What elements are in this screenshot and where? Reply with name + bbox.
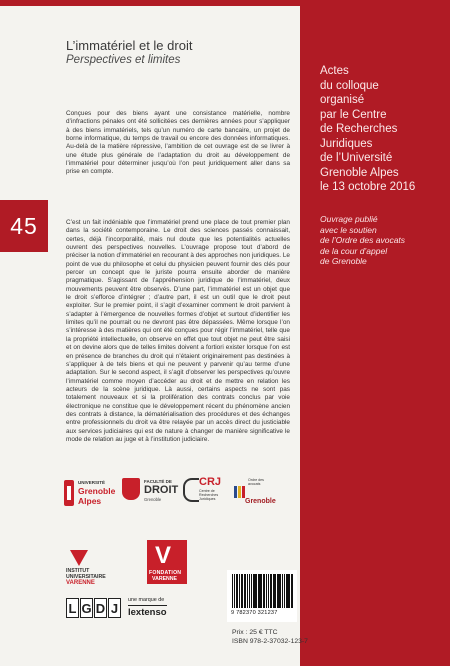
logo-text: FACULTÉ DE (144, 479, 172, 484)
logo-text: VARENNE (152, 576, 177, 582)
isbn-text: ISBN 978-2-37032-123-7 (232, 638, 308, 645)
barcode-bar (249, 574, 250, 608)
isbn-barcode (227, 570, 297, 622)
crest-icon (122, 478, 140, 500)
logo-text: V (155, 542, 172, 569)
logo-letter: J (108, 598, 121, 618)
barcode-bar (234, 574, 235, 608)
logo-text: Centre de Recherches Juridiques (199, 489, 219, 502)
barcode-number: 9 782370 321237 (231, 610, 278, 616)
book-title: L’immatériel et le droit (66, 38, 193, 53)
barcode-bar (270, 574, 272, 608)
support-line: de la cour d’appel (320, 245, 388, 256)
institut-varenne-logo (66, 550, 142, 584)
colloquium-line: du colloque (320, 79, 379, 92)
crj-logo (183, 476, 229, 510)
barcode-bar (284, 574, 285, 608)
universite-grenoble-alpes-logo (64, 478, 124, 510)
barcode-bar (266, 574, 267, 608)
barcode-bar (247, 574, 248, 608)
lextenso-logo (128, 597, 200, 619)
faculte-de-droit-logo (122, 478, 184, 510)
barcode-bar (263, 574, 265, 608)
support-line: Ouvrage publié (320, 214, 378, 224)
logo-text: Grenoble (144, 497, 162, 502)
barcode-bar (260, 574, 262, 608)
logo-text: Grenoble (245, 498, 276, 505)
logo-text: une marque de (128, 597, 165, 603)
ordre-avocats-grenoble-logo (232, 476, 288, 510)
barcode-bar (273, 574, 275, 608)
logo-letter: G (80, 598, 93, 618)
lgdj-logo (66, 598, 122, 618)
barcode-bar (255, 574, 257, 608)
uga-mark-icon (64, 480, 74, 506)
barcode-bar (253, 574, 255, 608)
logo-text: lextenso (128, 607, 167, 618)
support-note (320, 214, 445, 267)
barcode-bars-icon (231, 574, 293, 608)
logo-text: UNIVERSITÉ (78, 480, 106, 485)
barcode-bar (275, 574, 276, 608)
barcode-bar (251, 574, 252, 608)
barcode-bar (239, 574, 240, 608)
fondation-varenne-logo (147, 540, 187, 584)
support-line: avec le soutien (320, 224, 377, 235)
triangle-mark-icon (70, 550, 88, 566)
colloquium-line: le 13 octobre 2016 (320, 181, 416, 193)
barcode-bar (282, 574, 283, 608)
barcode-bar (268, 574, 269, 608)
price-block (232, 628, 308, 646)
barcode-bar (241, 574, 243, 608)
barcode-bar (288, 574, 290, 608)
logo-text: CRJ (199, 476, 222, 488)
summary-paragraph-2: C’est un fait indéniable que l’immatériel prend une place de tout premier plan dans la société contemporaine. Le droit des sciences passés connaissait, certes, déjà l’incorporalité, mais nul doute que les potentialités actuelles ouvrent des perspectives nouvelles. L’ouvrage propose tout d’abord de préciser la notion d’immatériel en recourant à des approches non juridiques. Le point de vue du philosophe et celui du physicien peuvent fournir des clés pour percer un concept que le juriste pourra ensuite aborder de manière pragmatique. S’agissant de l’appréhension juridique de l’immatériel, deux mouvements peuvent être observés. D’une part, l’immatériel est un objet que le droit s’efforce d’intégrer ; d’autre part, il est un outil que le droit peut exploiter. Sur le premier point, il s’agit d’examiner comment le droit parvient à s’adapter à l’émergence de nouvelles formes d’objet et surtout d’identifier les limites qu’il ne pourrait ou ne devront pas être dépassées. Même lorsque l’on s’intéresse à des matières qui ont été conçues pour régir l’immatériel, telle que la propriété intellectuelle, on observe en effet que tout objet ne peut être saisi et on devine alors que de telles limites doivent a fortiori exister lorsque l’on est en présence de branches du droit qui n’étaient originairement pas destinées à s’appliquer à de tels biens et qui ne peuvent y parvenir qu’au terme d’une adaptation. Sur le second aspect, il s’agit d’observer les perspectives qu’ouvre l’immatériel comme moyen d’accéder au droit et de mettre en relation les acteurs de la scène juridique. Là aussi, certains aspects ne sont pas totalement nouveaux et si la prolifération des contrats conclus par voie électronique ne constitue que le développement récent du phénomène ancien des contrats à distance, la dématérialisation des procédures et des échanges entre professionnels du droit va être relayée par un accès direct du justiciable aux services judiciaires qui est de nature à changer de manière significative le mode de relation au juge et à l’institution judiciaire. (66, 219, 290, 443)
barcode-bar (244, 574, 246, 608)
barcode-bar (286, 574, 288, 608)
logo-text: VARENNE (66, 580, 95, 586)
crj-arc-icon (183, 478, 199, 502)
logo-text: FONDATION (149, 570, 182, 576)
logo-letter: L (66, 598, 79, 618)
support-line: de Grenoble (320, 256, 367, 266)
colloquium-line: organisé (320, 94, 365, 106)
colloquium-line: de l’Université (320, 152, 393, 164)
colloquium-line: Actes (320, 65, 349, 77)
colloquium-line: Grenoble Alpes (320, 166, 399, 179)
book-subtitle: Perspectives et limites (66, 54, 181, 66)
barcode-bar (232, 574, 233, 608)
barcode-bar (277, 574, 279, 608)
summary-paragraph-1: Conçues pour des biens ayant une consistance matérielle, nombre d’infractions pénales ont été sollicitées ces dernières années pour s’appliquer à des biens immatériels, tels qu’un numéro de carte bancaire, un projet de borne informatique, du temps de travail ou encore des données informatiques. Au-delà de la matière répressive, l’ambition de cet ouvrage est de se livrer à une étude plus générale de l’adaptation du droit au développement de l’immatériel pour déterminer jusqu’où l’on peut juridiquement aller dans sa prise en compte. (66, 110, 290, 176)
price-text: Prix : 25 € TTC (232, 629, 278, 636)
barcode-bar (279, 574, 281, 608)
colloquium-line: par le Centre (320, 108, 387, 121)
logo-text: Grenoble (78, 486, 116, 496)
colloquium-info (320, 64, 438, 195)
barcode-bar (291, 574, 293, 608)
logo-text: Alpes (78, 496, 102, 506)
barcode-bar (258, 574, 260, 608)
support-line: de l’Ordre des avocats (320, 235, 406, 245)
barcode-bar (236, 574, 238, 608)
series-number-badge: 45 (0, 200, 48, 252)
logo-text: INSTITUT (66, 568, 90, 574)
colloquium-line: de Recherches (320, 123, 398, 135)
logo-text: Ordre des avocats (248, 478, 264, 487)
logo-letter: D (94, 598, 107, 618)
logo-text: DROIT (144, 484, 179, 496)
colloquium-line: Juridiques (320, 137, 373, 150)
logo-text: UNIVERSITAIRE (66, 574, 106, 580)
